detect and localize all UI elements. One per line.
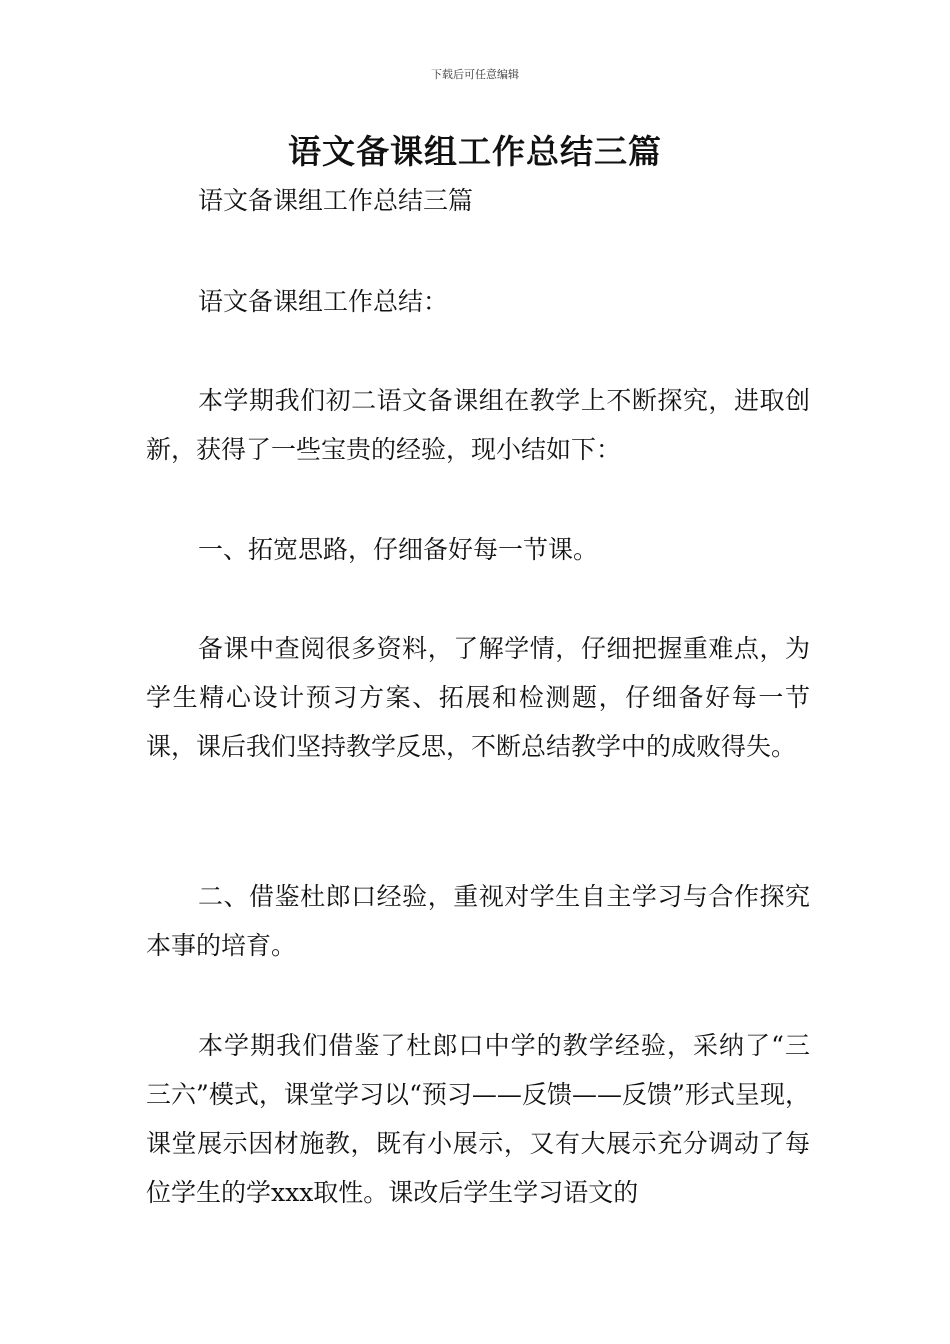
header-note: 下载后可任意编辑 [431,68,519,81]
section-heading-two: 二、借鉴杜郎口经验，重视对学生自主学习与合作探究本事的培育。 [146,882,810,960]
paragraph-subtitle: 语文备课组工作总结三篇 [198,186,474,215]
paragraph-intro: 本学期我们初二语文备课组在教学上不断探究，进取创新，获得了一些宝贵的经验，现小结如下： [146,386,810,464]
paragraph-heading: 语文备课组工作总结： [198,287,449,316]
paragraph-section-one: 备课中查阅很多资料，了解学情，仔细把握重难点，为学生精心设计预习方案、拓展和检测题，仔细备好每一节课，课后我们坚持教学反思，不断总结教学中的成败得失。 [146,634,810,761]
paragraph-section-two: 本学期我们借鉴了杜郎口中学的教学经验，采纳了“三三六”模式，课堂学习以“预习——反馈——反馈”形式呈现，课堂展示因材施教，既有小展示，又有大展示充分调动了每位学生的学xxx取性。课改后学生学习语文的 [146,1031,810,1207]
section-heading-one: 一、拓宽思路，仔细备好每一节课。 [198,535,599,564]
document-title: 语文备课组工作总结三篇 [288,132,662,171]
